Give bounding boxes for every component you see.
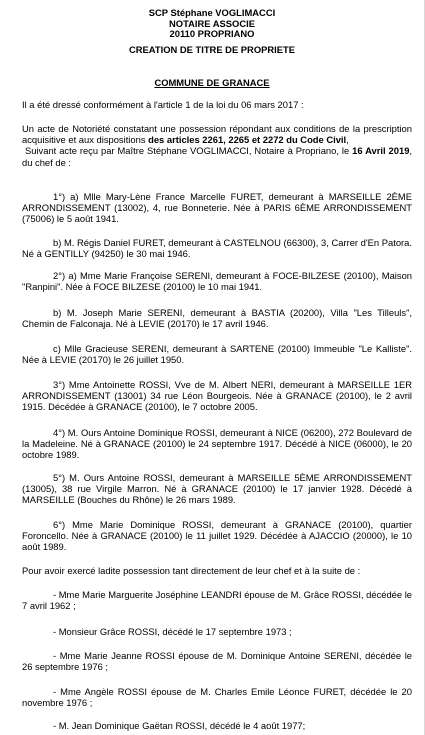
acte-text-2: , <box>346 134 349 146</box>
acte-text-4: , du chef de : <box>22 145 413 168</box>
list-item: - M. Jean Dominique Gaëtan ROSSI, décédé le 4 août 1977; <box>53 720 306 731</box>
notary-name: SCP Stéphane VOGLIMACCI <box>148 7 276 18</box>
notary-header <box>0 8 424 40</box>
acte-date: 16 Avril 2019 <box>352 145 410 157</box>
notary-role: NOTAIRE ASSOCIE <box>169 17 255 29</box>
list-item: - Mme Marie Marguerite Joséphine LEANDRI épouse de M. Grâce ROSSI, décédée le 7 avril 1962 ; <box>22 589 413 612</box>
intro-paragraph: Il a été dressé conformément à l'article 1 de la loi du 06 mars 2017 : <box>22 99 304 110</box>
commune-heading: COMMUNE DE GRANACE <box>154 77 270 88</box>
party-paragraph: 1°) a) Mlle Mary-Lène France Marcelle FURET, demeurant à MARSEILLE 2ÈME ARRONDISSEMENT (13002), 4, rue Bonneterie. Née à PARIS 6ÈME ARRONDISSEMENT (75006) le 5 août 1941. <box>22 191 412 225</box>
party-paragraph: 5°) M. Ours Antoine ROSSI, demeurant à MARSEILLE 5ÈME ARRONDISSEMENT (13005), 38 rue Virgile Marron. Né à GRANACE (20100) le 17 janvier 1928. Décédé à MARSEILLE (Bouches du Rhône) le 26 mars 1989. <box>22 472 412 506</box>
party-paragraph: b) M. Joseph Marie SERENI, demeurant à BASTIA (20200), Villa "Les Tilleuls", Chemin de Falconaja. Né à LEVIE (20170) le 17 avril 1946. <box>22 307 412 330</box>
party-paragraph: c) Mlle Gracieuse SERENI, demeurant à SARTENE (20100) Immeuble "Le Kalliste". Née à LEVIE (20170) le 26 juillet 1950. <box>22 343 412 366</box>
acte-articles: des articles 2261, 2265 et 2272 du Code Civil <box>148 134 347 146</box>
list-item: - Mme Marie Jeanne ROSSI épouse de M. Dominique Antoine SERENI, décédée le 26 septembre 1976 ; <box>22 650 412 673</box>
party-paragraph: 4°) M. Ours Antoine Dominique ROSSI, demeurant à NICE (06200), 272 Boulevard de la Madeleine. Né à GRANACE (20100) le 24 septembre 1917. Décédé à NICE (06000), le 20 octobre 1989. <box>22 427 412 461</box>
party-paragraph: 2°) a) Mme Marie Françoise SERENI, demeurant à FOCE-BILZESE (20100), Maison "Ranpini". Née à FOCE BILZESE (20100) le 10 mai 1941. <box>22 270 412 293</box>
acte-paragraph <box>22 123 412 168</box>
party-paragraph: 3°) Mme Antoinette ROSSI, Vve de M. Albert NERI, demeurant à MARSEILLE 1ER ARRONDISSEMENT (13001) 34 rue Léon Bourgeois. Née à GRANACE (20100), le 2 avril 1915. Décédée à GRANACE (20100), le 7 octobre 2005. <box>22 379 412 413</box>
party-paragraph: b) M. Régis Daniel FURET, demeurant à CASTELNOU (66300), 3, Carrer d'En Patora. Né à GENTILLY (94250) le 30 mai 1946. <box>22 237 412 260</box>
acte-text-3: Suivant acte reçu par Maître Stéphane VOGLIMACCI, Notaire à Propriano, le <box>25 145 353 157</box>
party-paragraph: 6°) Mme Marie Dominique ROSSI, demeurant à GRANACE (20100), quartier Foroncello. Née à GRANACE (20100) le 11 juillet 1929. Décédée à AJACCIO (20000), le 10 août 1989. <box>22 519 412 553</box>
list-item: - Monsieur Grâce ROSSI, décédé le 17 septembre 1973 ; <box>53 626 292 637</box>
list-item: - Mme Angèle ROSSI épouse de M. Charles Emile Léonce FURET, décédée le 20 novembre 1976 ; <box>22 686 412 709</box>
document-title: CREATION DE TITRE DE PROPRIETE <box>129 44 295 55</box>
notary-city: 20110 PROPRIANO <box>169 28 255 39</box>
acte-text-1: Un acte de Notoriété constatant une possession répondant aux conditions de la prescription acquisitive et aux dispositions <box>22 123 412 146</box>
possession-paragraph: Pour avoir exercé ladite possession tant directement de leur chef et à la suite de : <box>22 565 361 576</box>
